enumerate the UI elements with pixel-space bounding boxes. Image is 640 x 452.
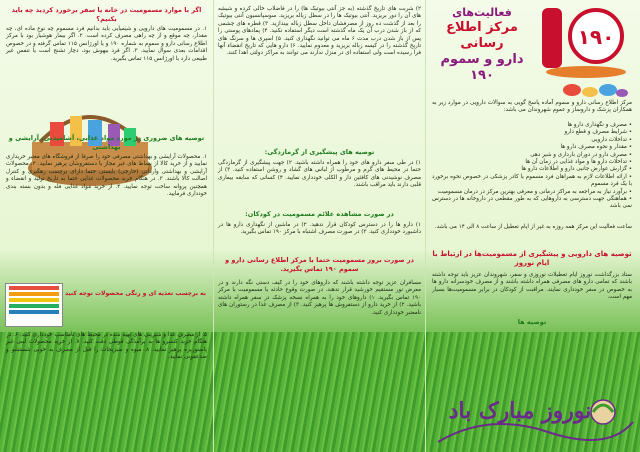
label-caption: به برچسب تغذیه ای و رنگی محصولات توجه کنید xyxy=(65,290,206,297)
food-title: توصیه های ضروری در مورد مواد غذایی، آشامیدنی، آرایشی و بهداشتی xyxy=(8,134,205,151)
summer-text: ۱) در طی سفر دارو های خود را همراه داشته باشید. ۲) جهت پیشگیری از گرمازدگی حتما در محیط های گرم و مرطوب از لباس های گشاد و روشن استفاده کنید. ۳) از مصرف نوشیدنی های کافئین دار و الکلی خودداری نمایید. ۴) کسانی که سابقه بیماری قلبی دارند باید مراقب باشند. xyxy=(218,160,421,189)
service-item: • مصرف دارو در دوران بارداری و شیر دهی xyxy=(530,151,632,158)
phone-number: ۱۹۰ xyxy=(577,25,615,49)
brochure-title xyxy=(430,6,534,84)
service-item: • هماهنگی جهت دسترسی به داروهایی که به طور مقطعی در داروخانه ها در دسترس نمی باشد xyxy=(432,196,632,210)
left-bottom-text: ۵. از مصرف غذا و شیرینی های تهیه شده در محیط های نامناسب خودداری کنید. ۶. در هنگام خرید کنسرو ها به برآمدگی قوطی دقت کنید. ۷. از خرید محصولات لبنی غیر پاستوریزه پرهیز نمایید. ۸. میوه و سبزیجات را قبل از مصرف به خوبی شستشو و ضدعفونی نمایید. xyxy=(6,332,207,361)
section-text: ستاد بزرگداشت نوروز ایام تعطیلات نوروزی و سفر، شهروندان عزیز باید توجه داشته باشند که تمامی دارو های مصرفی همراه داشته باشند و از مصرف خودسرانه دارو ها به خصوص در سفر خودداری نمایند. مراقبت از کودکان در برابر مسمومیت‌ها بسیار مهم است. xyxy=(432,272,632,301)
nutrition-label-icon xyxy=(5,283,63,327)
working-hours: ساعت فعالیت این مرکز همه روزه به غیر از ایام تعطیل از ساعت ۸ الی ۱۴ می باشد. xyxy=(434,224,632,230)
food-text: ۱. محصولات آرایشی و بهداشتی مصرفی خود را صرفا از فروشگاه های معتبر خریداری نمایید و از خرید کالا از بساط های غیر مجاز یا دستفروشان پرهیز نمایید. ۲. محصولات آرایشی و بهداشتی وارداتی (خارجی) بایستی حتما دارای برچسب رهگیری و کنترل اصالت کالا باشند. ۳. در هنگام خرید محصولات غذایی حتما به تاریخ تولید و انقضاء و همچنین پروانه ساخت توجه نمایید. ۴. از خرید مواد غذایی فله و بدون بسته بندی خودداری فرمایید. xyxy=(6,154,207,198)
middle-top-text: ۲) شربت های تاریخ گذشته (به جز آنتی بیوتیک ها) را در فاضلاب خالی کرده و شیشه های آن را دور بریزید. آنتی بیوتیک ها را در سطل زباله بریزید. سوسپانسیون آنتی بیوتیک را بعد از گذشت ده روز از مصرفشان داخل سطل زباله بیندازید. ۳) قطره های چشمی که از باز شدن درب آن یک ماه گذشته است دیگر استفاده نکنید. ۴) پمادهای پوستی را پس از باز شدن درب مدت ۶ ماه می توانید نگهداری کنید. ۵) اسپری ها و سرنگ های تاریخ گذشته را در کیسه زباله بریزید و معدوم نمایید. ۶) دارو هایی که تاریخ انقضاء آنها فرا رسیده است ولی استفاده ای در منزل ندارند می توانند به مراکز دولتی اهدا کنند. xyxy=(218,6,422,57)
title-line-2: مرکز اطلاع رسانی xyxy=(446,20,518,51)
service-item: • ارائه اطلاعات لازم به همراهان فرد مسموم یا کادر پزشکی در خصوص نحوه برخورد با یک فرد مسموم xyxy=(432,173,632,188)
middle-bottom-text: مسافران عزیز توجه داشته باشند که داروهای خود را در کیف دستی نگه دارند و در معرض نور مستقیم خورشید قرار ندهند. در صورت وقوع حادثه یا مسمومیت با مرکز ۱۹۰ تماس بگیرید. ۱) داروهای خود را به همراه نسخه پزشک در سفر همراه داشته باشید. ۲) از خرید دارو از دستفروش ها پرهیز کنید. ۳) از مصرف غذا در رستوران های نامعتبر خودداری کنید. xyxy=(218,280,421,316)
left-top-title: اگر با موارد مسمومیت در خانه یا سفر برخورد کردید چه باید بکنیم؟ xyxy=(11,6,202,23)
tips-title: توصیه ها xyxy=(517,318,547,326)
title-line-3: دارو و سموم ۱۹۰ xyxy=(440,52,524,83)
nowruz-greeting: نوروز مبارک باد xyxy=(448,398,592,424)
service-item: • شرایط مصرف و قطع دارو xyxy=(564,129,632,136)
service-item: • مصرف و نگهداری دارو ها xyxy=(567,122,632,128)
section-title: توصیه های دارویی و پیشگیری از مسمومیت‌ها در ارتباط با ایام نوروز xyxy=(432,250,632,267)
summer-title: توصیه های پیشگیری از گرمازدگی: xyxy=(264,148,375,156)
kids-text: ۱) دارو ها را در دسترس کودکان قرار ندهید. ۲) در ماشین از نگهداری دارو ها در داشبورد خودداری کنید. ۳) در صورت مصرف اشتباه با مرکز ۱۹۰ تماس بگیرید. xyxy=(218,222,421,236)
service-item: • تداخلات دارویی xyxy=(591,136,632,143)
service-item: • برآورد نیاز به مراجعه به مراکز درمانی و معرفی بهترین مرکز در درمان مسمومیت xyxy=(437,188,632,195)
pills-icon xyxy=(560,78,630,100)
kids-title: در صورت مشاهده علائم مسمومیت در کودکان: xyxy=(245,210,394,218)
highlight-text: در صورت بروز مسمومیت حتما با مرکز اطلاع رسانی دارو و سموم ۱۹۰ تماس بگیرید. xyxy=(225,256,414,273)
service-item: • تداخلات دارو ها و مواد غذایی در زمان آن ها xyxy=(525,159,632,166)
service-item: • گزارش عوارض جانبی دارو و اطلاعات دارو ها xyxy=(521,166,632,173)
phone-190-icon xyxy=(536,6,632,80)
right-intro: مرکز اطلاع رسانی دارو و سموم آماده پاسخ گویی به سوالات دارویی در موارد زیر به همکاران پزشک و داروساز و عموم شهروندان می باشد: xyxy=(432,100,632,114)
grass-decoration xyxy=(214,332,425,452)
left-top-text: ۱. در مسمومیت های دارویی و شیمیایی باید بدانیم فرد مسموم چه نوع ماده ای، چه مقدار، چه موقع و از چه راهی مصرف کرده است. ۲. اگر بیمار هوشیار بود با مرکز اطلاع رسانی دارو و سموم به شماره ۱۹۰ و یا اورژانس ۱۱۵ تماس گرفته و در خصوص اقدامات بعدی سوال نمایید. ۳. اگر فرد بیهوش بود، دچار تشنج است یا تنفس غیر طبیعی دارد با اورژانس ۱۱۵ تماس بگیرید. xyxy=(6,26,207,62)
service-list xyxy=(432,122,632,211)
title-line-1: فعالیت‌های xyxy=(452,6,512,19)
left-panel xyxy=(0,0,213,452)
service-item: • مقدار و نحوه مصرف دارو ها xyxy=(560,144,632,151)
